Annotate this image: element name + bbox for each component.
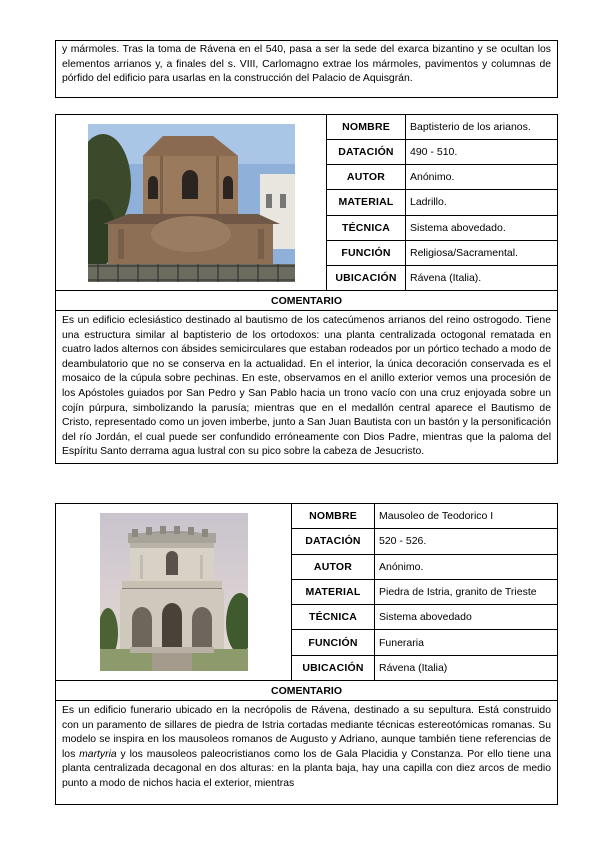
comment-text-part: y los mausoleos paleocristianos como los de Gala Placidia y Constanza. Por ello tiene una planta centralizada decagonal en dos alturas: en la planta baja, hay una capilla con diez arcos de medio punto a modo de nichos hacia el exterior, mientras xyxy=(62,748,551,789)
card-mausoleo xyxy=(55,503,558,805)
prop-row-autor xyxy=(327,165,557,190)
prop-value: Ladrillo. xyxy=(410,196,447,209)
intro-box xyxy=(55,40,558,98)
comment-heading: COMENTARIO xyxy=(56,291,557,311)
prop-row-tecnica xyxy=(292,605,557,630)
prop-row-tecnica xyxy=(327,216,557,241)
prop-row-funcion xyxy=(292,630,557,655)
prop-row-ubicacion xyxy=(327,266,557,290)
prop-value: Rávena (Italia) xyxy=(379,661,448,674)
prop-row-material xyxy=(327,190,557,215)
prop-row-datacion xyxy=(292,529,557,554)
prop-label: DATACIÓN xyxy=(292,529,375,553)
prop-label: AUTOR xyxy=(327,165,406,189)
prop-label: MATERIAL xyxy=(327,190,406,214)
prop-row-nombre xyxy=(327,115,557,140)
prop-label: TÉCNICA xyxy=(292,605,375,629)
prop-value: Sistema abovedado xyxy=(379,611,472,624)
prop-label: UBICACIÓN xyxy=(327,266,406,290)
prop-row-datacion xyxy=(327,140,557,165)
comment-text xyxy=(56,701,557,795)
intro-paragraph: y mármoles. Tras la toma de Rávena en el 540, pasa a ser la sede del exarca bizantino y se ocultan los elementos arrianos y, a finales del s. VIII, Carlomagno extrae los mármoles, pavimentos y columnas de pórfido del edificio para usarlas en la construcción del Palacio de Aquisgrán. xyxy=(62,44,551,85)
prop-value: Rávena (Italia). xyxy=(410,271,482,284)
properties-table xyxy=(292,504,557,680)
prop-label: UBICACIÓN xyxy=(292,656,375,680)
comment-text-part: Es un edificio funerario ubicado en la necrópolis de Rávena, destinado a su sepultura. Está construido con un paramento de sillares de piedra de Istria cortadas mediante técnicas estereotómicas romanas. Su modelo se inspira en los mausoleos romanos de Augusto y Adriano, aunque también tiene referencias de los xyxy=(62,705,551,760)
mausoleum-photo xyxy=(100,513,248,671)
prop-row-material xyxy=(292,580,557,605)
prop-label: FUNCIÓN xyxy=(327,241,406,265)
prop-value: Funeraria xyxy=(379,636,424,649)
prop-label: NOMBRE xyxy=(327,115,406,139)
prop-value: Mausoleo de Teodorico I xyxy=(379,510,494,523)
prop-label: DATACIÓN xyxy=(327,140,406,164)
prop-value: 520 - 526. xyxy=(379,535,427,548)
prop-label: FUNCIÓN xyxy=(292,630,375,654)
prop-value: Religiosa/Sacramental. xyxy=(410,246,518,259)
properties-table xyxy=(327,115,557,290)
prop-row-ubicacion xyxy=(292,656,557,680)
prop-label: MATERIAL xyxy=(292,580,375,604)
prop-value: 490 - 510. xyxy=(410,146,458,159)
prop-value: Sistema abovedado. xyxy=(410,221,506,234)
prop-label: NOMBRE xyxy=(292,504,375,528)
prop-label: TÉCNICA xyxy=(327,216,406,240)
prop-row-nombre xyxy=(292,504,557,529)
comment-italic-term: martyria xyxy=(79,748,117,760)
prop-label: AUTOR xyxy=(292,555,375,579)
comment-heading: COMENTARIO xyxy=(56,681,557,701)
photo-cell xyxy=(56,115,327,290)
prop-row-autor xyxy=(292,555,557,580)
comment-text: Es un edificio eclesiástico destinado al bautismo de los catecúmenos arrianos del reino ostrogodo. Tiene una estructura similar al baptisterio de los ortodoxos: una planta centralizada octogonal rematada en cuatro lados alternos con ábsides semicirculares que estaban rodeados por un pórtico techado a modo de deambulatorio que no se conserva en la actualidad. En el interior, la única decoración conservada es el mosaico de la cúpula sobre pechinas. En este, observamos en el anillo exterior vemos una procesión de los Apóstoles guiados por San Pedro y San Pablo hacia un trono vacío con una cruz enjoyada sobre un cojín púrpura, simbolizando la parusía; mientras que en el medallón central aparece el Bautismo de Cristo, representado como un joven imberbe, junto a San Juan Bautista con un bastón y la personificación del río Jordán, el cual puede ser confundido erróneamente con Dios Padre, mientras que la paloma del Espíritu Santo derrama agua lustral con su pico sobre la cabeza de Jesucristo. xyxy=(62,315,551,458)
prop-value: Anónimo. xyxy=(379,560,424,573)
prop-value: Baptisterio de los arianos. xyxy=(410,121,531,134)
card-baptisterio xyxy=(55,114,558,464)
photo-cell xyxy=(56,504,292,680)
prop-value: Anónimo. xyxy=(410,171,455,184)
prop-value: Piedra de Istria, granito de Trieste xyxy=(379,585,537,598)
baptistery-photo xyxy=(88,124,295,282)
prop-row-funcion xyxy=(327,241,557,266)
